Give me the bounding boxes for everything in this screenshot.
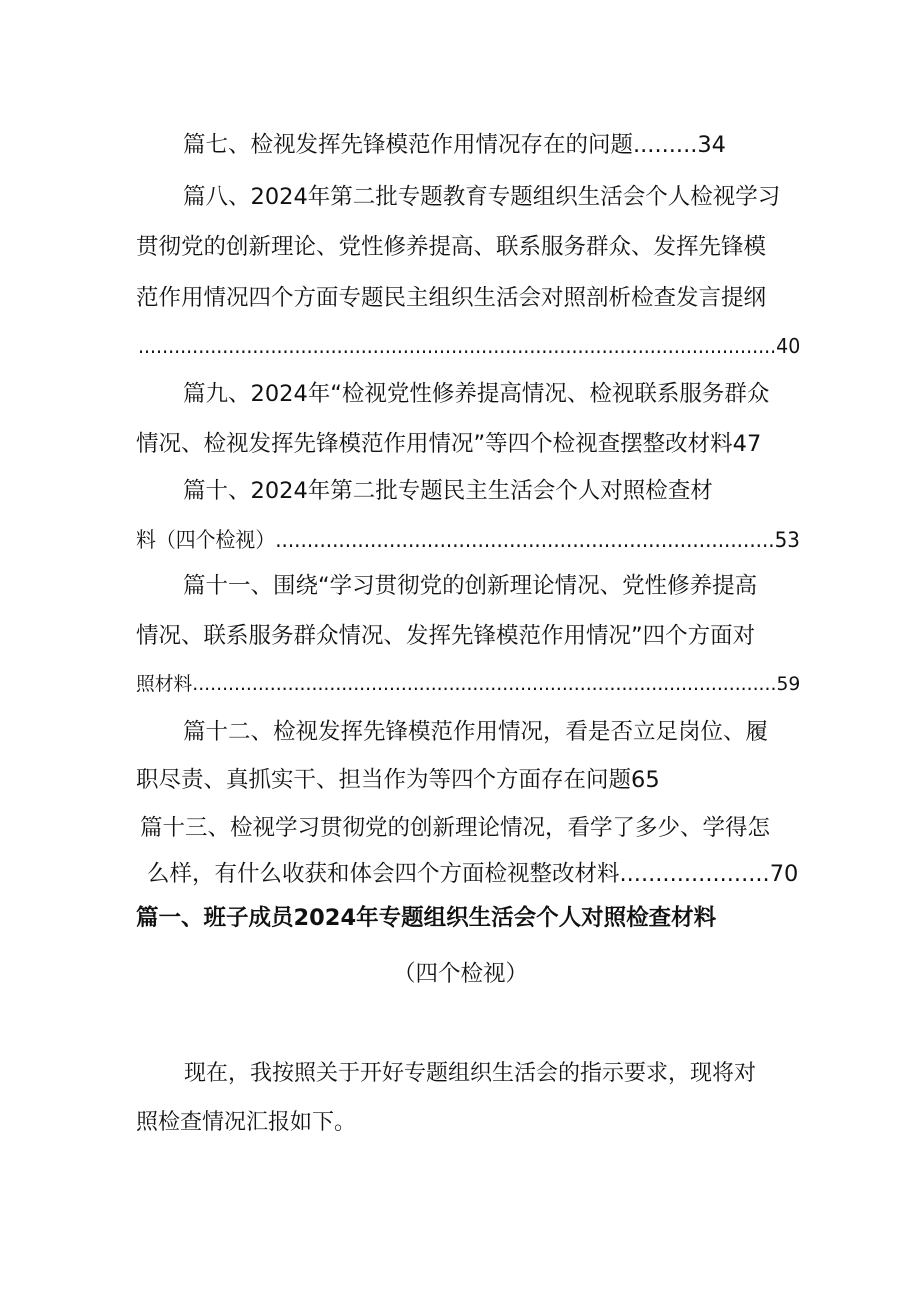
toc-entry-9-line-2: 情况、检视发挥先锋模范作用情况”等四个检视查摆整改材料47	[136, 431, 762, 457]
toc-entry-11-line-3: 照材料..................................................................................................59	[136, 673, 801, 695]
toc-entry-11-line-2: 情况、联系服务群众情况、发挥先锋模范作用情况”四个方面对	[136, 623, 756, 649]
toc-entry-12-line-1: 篇十二、检视发挥先锋模范作用情况，看是否立足岗位、履	[183, 719, 769, 745]
toc-entry-8-line-3: 范作用情况四个方面专题民主组织生活会对照剖析检查发言提纲	[136, 285, 767, 311]
toc-entry-13-line-1: 篇十三、检视学习贯彻党的创新理论情况，看学了多少、学得怎	[140, 815, 771, 841]
toc-entry-7: 篇七、检视发挥先锋模范作用情况存在的问题.........34	[183, 132, 727, 158]
toc-entry-10-line-2: 料（四个检视）...............................................................................53	[136, 528, 800, 552]
article-subtitle: （四个检视）	[393, 961, 529, 987]
toc-entry-12-line-2: 职尽责、真抓实干、担当作为等四个方面存在问题65	[136, 767, 660, 793]
toc-entry-8-line-2: 贯彻党的创新理论、党性修养提高、联系服务群众、发挥先锋模	[136, 234, 767, 260]
toc-entry-8-line-1: 篇八、2024年第二批专题教育专题组织生活会个人检视学习	[183, 184, 781, 210]
toc-entry-10-line-1: 篇十、2024年第二批专题民主生活会个人对照检查材	[183, 478, 713, 504]
toc-entry-9-line-1: 篇九、2024年“检视党性修养提高情况、检视联系服务群众	[183, 381, 770, 407]
article-title: 篇一、班子成员2024年专题组织生活会个人对照检查材料	[136, 905, 717, 931]
toc-entry-13-line-2: 么样，有什么收获和体会四个方面检视整改材料.....................70	[147, 861, 799, 887]
toc-entry-11-line-1: 篇十一、围绕“学习贯彻党的创新理论情况、党性修养提高	[183, 573, 758, 599]
toc-entry-8-line-4: ..........................................................................................................40	[138, 334, 801, 358]
body-paragraph-line-2: 照检查情况汇报如下。	[136, 1110, 357, 1135]
body-paragraph-line-1: 现在，我按照关于开好专题组织生活会的指示要求，现将对	[184, 1061, 757, 1086]
